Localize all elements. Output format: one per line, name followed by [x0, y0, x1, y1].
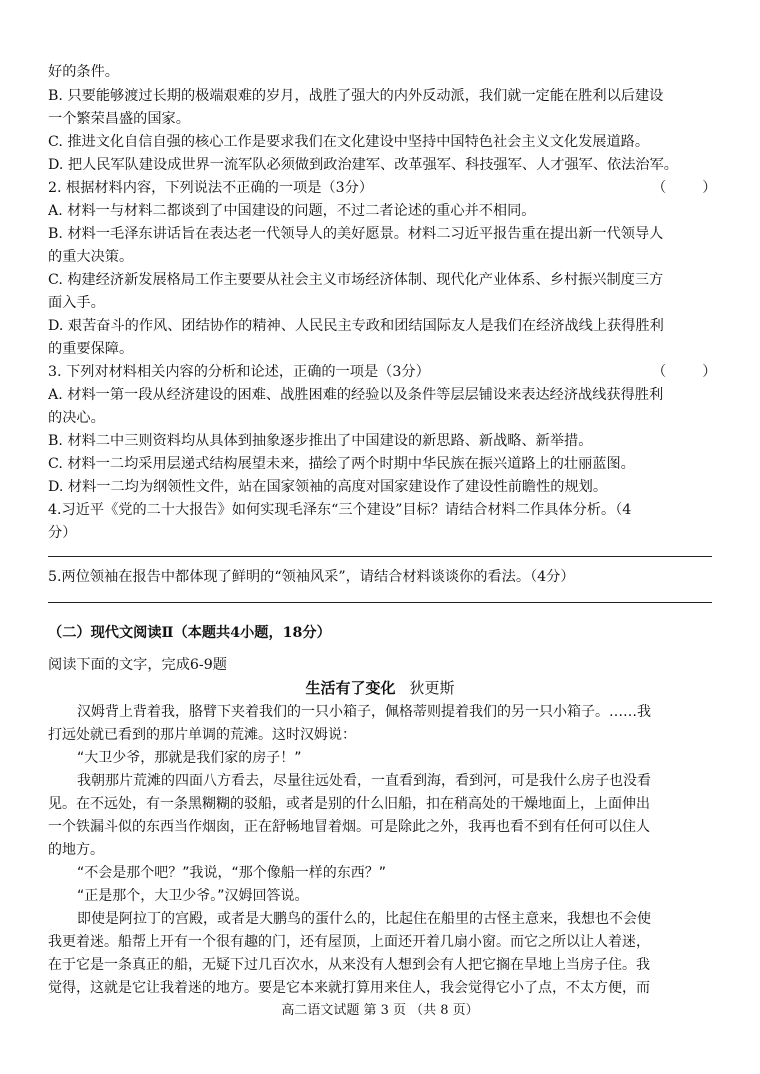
answer-line — [48, 602, 712, 603]
text-line: 的重大决策。 — [48, 249, 134, 265]
option-c: C. 推进文化自信自强的核心工作是要求我们在文化建设中坚持中国特色社会主义文化发展道路。 — [48, 134, 650, 150]
story-line: “不会是那个吧？”我说，“那个像船一样的东西？” — [77, 865, 387, 881]
answer-line — [48, 556, 712, 557]
option-b: B. 只要能够渡过长期的极端艰难的岁月，战胜了强大的内外反动派，我们就一定能在胜利以后建设 — [48, 88, 664, 104]
option-b: B. 材料二中三则资料均从具体到抽象逐步推出了中国建设的新思路、新战略、新举措。 — [48, 433, 593, 449]
story-line: 打远处就已看到的那片单调的荒滩。这时汉姆说： — [48, 727, 356, 743]
text-line: 的决心。 — [48, 410, 105, 426]
option-a: A. 材料一第一段从经济建设的困难、战胜困难的经验以及条件等层层铺设来表达经济战线获得胜利 — [48, 387, 664, 403]
answer-paren: （ ） — [652, 180, 717, 196]
text-line: 的重要保障。 — [48, 341, 134, 357]
question-3: 3. 下列对材料相关内容的分析和论述，正确的一项是（3分） — [48, 364, 430, 380]
text-line: 好的条件。 — [48, 64, 119, 80]
story-author: 狄更斯 — [409, 679, 455, 697]
option-d: D. 艰苦奋斗的作风、团结协作的精神、人民民主专政和团结国际友人是我们在经济战线上获得胜利 — [48, 318, 664, 334]
story-line: 一个铁漏斗似的东西当作烟囱，正在舒畅地冒着烟。可是除此之外，我再也看不到有任何可以住人 — [48, 819, 650, 835]
text-line: 面入手。 — [48, 295, 105, 311]
instruction: 阅读下面的文字，完成6-9题 — [48, 657, 227, 673]
option-a: A. 材料一与材料二都谈到了中国建设的问题，不过二者论述的重心并不相同。 — [48, 203, 536, 219]
story-line: “正是那个，大卫少爷。”汉姆回答说。 — [77, 888, 309, 904]
question-4: 4.习近平《党的二十大报告》如何实现毛泽东“三个建设”目标？请结合材料二作具体分析。（4 — [48, 502, 632, 518]
story-line: “大卫少爷，那就是我们家的房子！” — [77, 750, 302, 766]
story-line: 在于它是一条真正的船，无疑下过几百次水，从来没有人想到会有人把它搁在旱地上当房子住。我 — [48, 957, 650, 973]
text-line: 分） — [48, 525, 77, 541]
question-2: 2. 根据材料内容，下列说法不正确的一项是（3分） — [48, 180, 374, 196]
page-footer: 高二语文试题 第 3 页 （共 8 页） — [281, 1003, 479, 1018]
section-heading: （二）现代文阅读Ⅱ（本题共4小题，18分） — [48, 625, 331, 641]
option-c: C. 构建经济新发展格局工作主要要从社会主义市场经济体制、现代化产业体系、乡村振兴制度三方 — [48, 272, 664, 288]
story-title: 生活有了变化 — [305, 679, 396, 697]
option-c: C. 材料一二均采用层递式结构展望未来，描绘了两个时期中华民族在振兴道路上的壮丽蓝图。 — [48, 456, 635, 472]
story-line: 觉得，这就是它让我着迷的地方。要是它本来就打算用来住人，我会觉得它小了点，不太方便，而 — [48, 980, 650, 996]
story-line: 我朝那片荒滩的四面八方看去，尽量往远处看，一直看到海，看到河，可是我什么房子也没看 — [77, 773, 651, 789]
story-line: 汉姆背上背着我，胳臂下夹着我们的一只小箱子，佩格蒂则提着我们的另一只小箱子。……我 — [77, 704, 651, 720]
option-d: D. 把人民军队建设成世界一流军队必须做到政治建军、改革强军、科技强军、人才强军、依法治军。 — [48, 157, 678, 173]
story-line: 即使是阿拉丁的宫殿，或者是大鹏鸟的蛋什么的，比起住在船里的古怪主意来，我想也不会使 — [77, 911, 651, 927]
story-line: 我更着迷。船帮上开有一个很有趣的门，还有屋顶，上面还开着几扇小窗。而它之所以让人着迷， — [48, 934, 650, 950]
option-d: D. 材料一二均为纲领性文件，站在国家领袖的高度对国家建设作了建设性前瞻性的规划。 — [48, 479, 608, 495]
text-line: 一个繁荣昌盛的国家。 — [48, 111, 190, 127]
question-5: 5.两位领袖在报告中都体现了鲜明的“领袖风采”，请结合材料谈谈你的看法。（4分） — [48, 569, 575, 585]
option-b: B. 材料一毛泽东讲话旨在表达老一代领导人的美好愿景。材料二习近平报告重在提出新一代领导人 — [48, 226, 664, 242]
story-line: 见。在不远处，有一条黑糊糊的驳船，或者是别的什么旧船，扣在稍高处的干燥地面上，上面伸出 — [48, 796, 650, 812]
answer-paren: （ ） — [652, 364, 717, 380]
story-title-block — [0, 677, 760, 699]
story-line: 的地方。 — [48, 842, 104, 858]
